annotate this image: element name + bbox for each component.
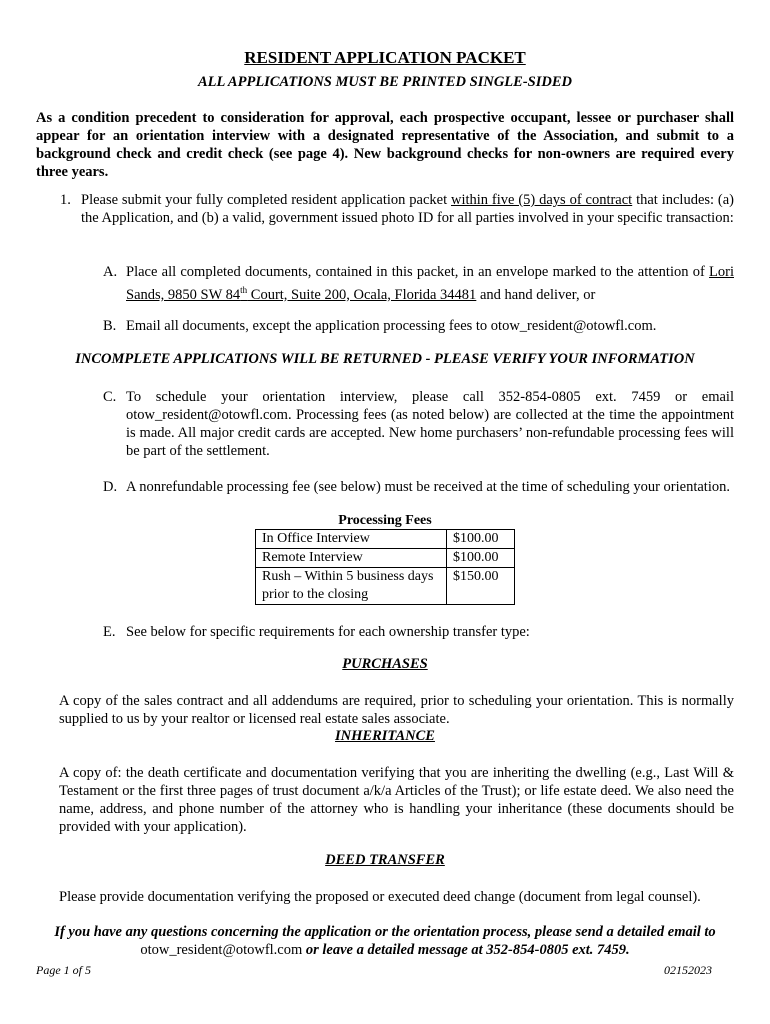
item-a-text-before: Place all completed documents, contained in this packet, in an envelope marked to the attention of (126, 264, 710, 280)
item-1-number: 1. (60, 192, 71, 208)
page-number: Page 1 of 5 (36, 963, 91, 977)
closing-part-1: If you have any questions concerning the application or the orientation process, please send a detailed email to (54, 924, 716, 940)
page-subtitle: ALL APPLICATIONS MUST BE PRINTED SINGLE-SIDED (198, 74, 572, 90)
item-a-text (126, 263, 734, 304)
incomplete-warning: INCOMPLETE APPLICATIONS WILL BE RETURNED - PLEASE VERIFY YOUR INFORMATION (75, 351, 695, 367)
page-title: RESIDENT APPLICATION PACKET (244, 48, 526, 67)
address-part-1: Lori Sands, 9850 SW 84 (126, 264, 734, 303)
item-e-text: See below for specific requirements for each ownership transfer type: (126, 624, 530, 640)
processing-fees-title: Processing Fees (338, 513, 432, 528)
item-d-text: A nonrefundable processing fee (see below) must be received at the time of scheduling your orientation. (126, 479, 730, 495)
item-b-label: B. (103, 318, 117, 334)
table-row (256, 568, 515, 605)
fee-description: In Office Interview (256, 530, 447, 549)
item-a-text-after: and hand deliver, or (476, 286, 596, 303)
table-row (256, 549, 515, 568)
deed-transfer-heading: DEED TRANSFER (325, 852, 445, 868)
inheritance-text: A copy of: the death certificate and documentation verifying that you are inheriting the dwelling (e.g., Last Will & Testament or the first three pages of trust document a/k/a Articles of the Trust); or life estate deed. We also need the name, address, and phone number of the attorney who is handling your inheritance (these documents should be provided with your application). (59, 765, 734, 835)
closing-email: otow_resident@otowfl.com (140, 942, 303, 958)
item-e-label: E. (103, 624, 116, 640)
closing-note (30, 923, 740, 959)
table-row (256, 530, 515, 549)
inheritance-heading: INHERITANCE (335, 728, 435, 744)
item-c-label: C. (103, 389, 117, 405)
fee-amount: $150.00 (447, 568, 515, 605)
item-b-text: Email all documents, except the application processing fees to otow_resident@otowfl.com. (126, 318, 657, 334)
deed-transfer-text: Please provide documentation verifying the proposed or executed deed change (document from legal counsel). (59, 889, 701, 905)
item-d-label: D. (103, 479, 118, 495)
address-part-2: Court, Suite 200, Ocala, Florida 34481 (247, 286, 477, 303)
item-1-text-before: Please submit your fully completed resident application packet (81, 192, 451, 208)
item-1-text (81, 191, 734, 227)
fee-amount: $100.00 (447, 549, 515, 568)
address-superscript: th (240, 285, 248, 295)
fee-description: Remote Interview (256, 549, 447, 568)
purchases-text: A copy of the sales contract and all addendums are required, prior to scheduling your orientation. This is normally supplied to us by your realtor or licensed real estate sales associate. (59, 693, 734, 727)
closing-part-2: or leave a detailed message at 352-854-0805 ext. 7459. (302, 942, 630, 958)
item-1-deadline: within five (5) days of contract (451, 192, 633, 208)
item-a-label: A. (103, 264, 118, 280)
processing-fees-table (255, 529, 515, 605)
purchases-heading: PURCHASES (342, 656, 428, 672)
intro-paragraph: As a condition precedent to consideration for approval, each prospective occupant, lessee or purchaser shall appear for an orientation interview with a designated representative of the Association, and submit to a background check and credit check (see page 4). New background checks for non-owners are required every three years. (36, 110, 734, 180)
fee-amount: $100.00 (447, 530, 515, 549)
item-1-text-after: that includes: (a) the Application, and (b) a valid, government issued photo ID for all parties involved in your specific transaction: (81, 192, 735, 226)
item-c-text: To schedule your orientation interview, please call 352-854-0805 ext. 7459 or email otow_resident@otowfl.com. Processing fees (as noted below) are collected at the time the appointment is made. All major credit cards are accepted. New home purchasers’ non-refundable processing fees will be part of the settlement. (126, 389, 734, 459)
document-code: 02152023 (664, 963, 712, 977)
fee-description: Rush – Within 5 business days prior to the closing (256, 568, 447, 605)
